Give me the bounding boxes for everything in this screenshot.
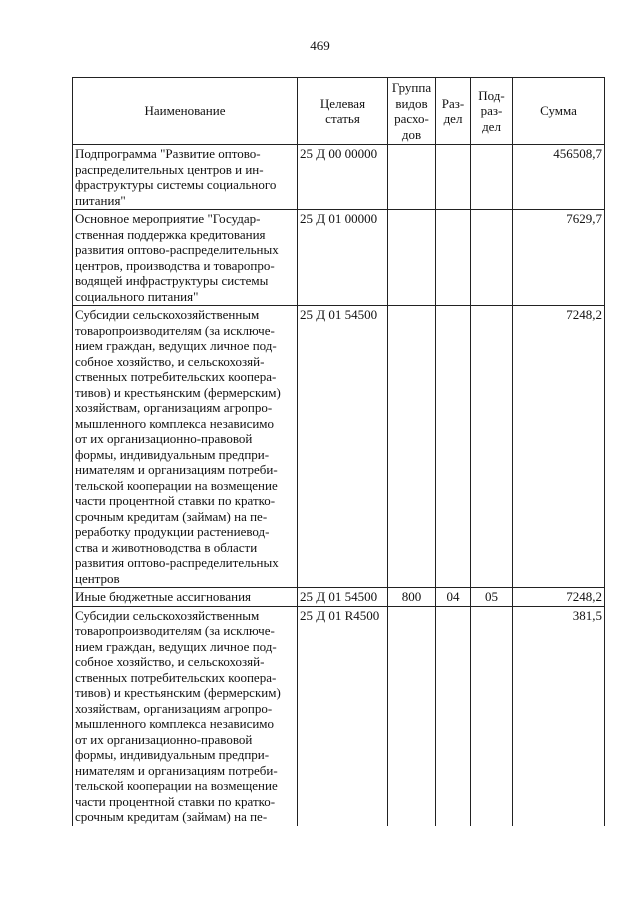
row-name-line: собное хозяйство, и сельскохозяй- [75,353,265,369]
row-name-line: мышленного комплекса независимо [75,415,275,431]
row-name-line: ственных потребительских коопера- [75,669,277,685]
row-name-line: срочным кредитам (займам) на пе- [75,508,268,524]
row-name-line: питания" [75,192,126,208]
row-group [388,145,436,210]
header-code-line: статья [325,111,360,126]
row-group [388,606,436,826]
header-code-line: Целевая [319,95,366,111]
row-podrazdel: 05 [471,588,513,607]
row-razdel [436,145,471,210]
row-name-line: тельской кооперации на возмещение [75,778,278,793]
row-name-line: нием граждан, ведущих личное под- [75,638,277,654]
row-name-line: от их организационно-правовой [75,431,253,446]
row-name-line: формы, индивидуальным предпри- [75,747,270,762]
row-sum: 7248,2 [513,306,605,588]
row-name-line: собное хозяйство, и сельскохозяй- [75,654,265,669]
row-razdel: 04 [436,588,471,607]
row-code: 25 Д 00 00000 [298,145,388,210]
header-podrazdel [471,78,513,145]
row-name-line: Субсидии сельскохозяйственным [75,307,260,322]
row-name-line: хозяйствам, организациям агропро- [75,400,273,415]
row-code: 25 Д 01 00000 [298,210,388,306]
header-razdel-line: дел [443,111,463,126]
header-group [388,78,436,145]
row-razdel [436,210,471,306]
table-header-row [73,78,605,145]
row-name-line: срочным кредитам (займам) на пе- [75,809,268,824]
row-name-line: ственных потребительских коопера- [75,369,277,384]
row-name-line: развития оптово-распределительных [75,242,279,257]
page-number: 469 [310,38,330,53]
row-name-line: Иные бюджетные ассигнования [75,589,252,604]
table-row [73,210,605,306]
row-name-line: части процентной ставки по кратко- [75,493,276,508]
header-razdel-line: Раз- [441,95,465,111]
header-podrazdel-line: раз- [480,103,503,119]
row-name-line: части процентной ставки по кратко- [75,793,276,809]
header-group-line: Группа [391,80,432,95]
row-name-line: нимателям и организациям потреби- [75,462,278,477]
row-name-line: хозяйствам, организациям агропро- [75,700,273,716]
row-podrazdel [471,210,513,306]
row-name-line: Подпрограмма "Развитие оптово- [75,146,261,161]
row-name-line: от их организационно-правовой [75,731,253,747]
table-row [73,145,605,210]
row-name-line: водящей инфраструктуры системы [75,273,269,288]
row-sum: 456508,7 [513,145,605,210]
header-podrazdel-line: дел [482,118,501,134]
row-name [73,306,298,588]
row-razdel [436,306,471,588]
row-name-line: товаропроизводителям (за исключе- [75,623,275,638]
row-name-line: центров [75,570,120,586]
row-razdel [436,606,471,826]
table-row [73,588,605,607]
row-name-line: тивов) и крестьянским (фермерским) [75,685,281,700]
header-sum: Сумма [513,78,605,145]
row-name-line: нимателям и организациям потреби- [75,762,278,778]
row-name [73,210,298,306]
header-name: Наименование [73,78,298,145]
row-name-line: развития оптово-распределительных [75,555,279,570]
row-sum: 7248,2 [513,588,605,607]
row-name-line: нием граждан, ведущих личное под- [75,338,277,353]
row-name-line: распределительных центров и ин- [75,161,264,177]
row-podrazdel [471,606,513,826]
header-podrazdel-line: Под- [478,87,505,103]
row-name-line: тивов) и крестьянским (фермерским) [75,384,281,400]
row-code: 25 Д 01 54500 [298,588,388,607]
table-body [73,145,605,826]
row-group [388,210,436,306]
row-name-line: фраструктуры системы социального [75,177,277,192]
row-name [73,145,298,210]
table-row [73,306,605,588]
row-sum: 7629,7 [513,210,605,306]
header-group-line: видов [395,95,428,111]
row-group: 800 [388,588,436,607]
row-name-line: формы, индивидуальным предпри- [75,446,270,462]
row-name-line: мышленного комплекса независимо [75,716,275,731]
row-group [388,306,436,588]
row-podrazdel [471,306,513,588]
table-row [73,606,605,826]
row-name-line: центров, производства и товаропро- [75,257,275,273]
row-name-line: Основное мероприятие "Государ- [75,211,261,226]
row-podrazdel [471,145,513,210]
header-code [298,78,388,145]
header-group-line: расхо- [394,111,429,126]
row-name-line: ственная поддержка кредитования [75,226,266,242]
row-name-line: тельской кооперации на возмещение [75,477,278,493]
row-name-line: товаропроизводителям (за исключе- [75,322,275,338]
header-group-line: дов [401,126,422,142]
row-code: 25 Д 01 54500 [298,306,388,588]
row-code: 25 Д 01 R4500 [298,606,388,826]
row-sum: 381,5 [513,606,605,826]
row-name [73,588,298,607]
budget-table [72,77,605,826]
row-name [73,606,298,826]
row-name-line: социального питания" [75,288,199,304]
row-name-line: ства и животноводства в области [75,539,258,555]
row-name-line: Субсидии сельскохозяйственным [75,607,260,623]
header-razdel [436,78,471,145]
row-name-line: реработку продукции растениевод- [75,524,270,539]
